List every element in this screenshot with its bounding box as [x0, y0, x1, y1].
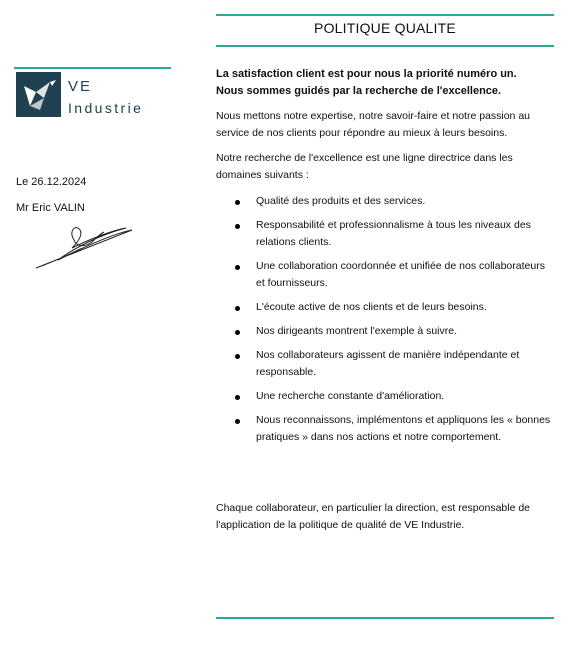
logo — [16, 72, 61, 117]
bullet-icon — [235, 265, 240, 270]
body-block — [216, 108, 552, 453]
bullet-icon — [235, 395, 240, 400]
bullet-icon — [235, 330, 240, 335]
paragraph: Notre recherche de l'excellence est une ligne directrice dans les domaines suivants : — [216, 152, 513, 181]
bullet-icon — [235, 354, 240, 359]
intro-line-1: La satisfaction client est pour nous la priorité numéro un. — [216, 68, 517, 80]
bird-logo-icon — [16, 72, 61, 117]
signatory-name: Mr Eric VALIN — [16, 202, 85, 214]
signature — [22, 218, 140, 272]
bullet-icon — [235, 200, 240, 205]
list-item: Une recherche constante d'amélioration. — [216, 388, 552, 405]
document-date: Le 26.12.2024 — [16, 176, 87, 188]
bullet-icon — [235, 306, 240, 311]
bullet-icon — [235, 224, 240, 229]
list-item: Nos collaborateurs agissent de manière indépendante et responsable. — [216, 347, 552, 381]
list-item: Responsabilité et professionnalisme à tous les niveaux des relations clients. — [216, 217, 552, 251]
paragraph: Nous mettons notre expertise, notre savoir-faire et notre passion au service de nos clients pour répondre au mieux à leurs besoins. — [216, 110, 530, 139]
footer-rule — [216, 617, 554, 619]
logo-text-industrie: Industrie — [68, 100, 144, 116]
bullet-icon — [235, 419, 240, 424]
list-item: L'écoute active de nos clients et de leurs besoins. — [216, 299, 552, 316]
header-bottom-rule — [216, 45, 554, 47]
closing-paragraph: Chaque collaborateur, en particulier la direction, est responsable de l'application de la politique de qualité de VE Industrie. — [216, 502, 531, 531]
list-item: Nos dirigeants montrent l'exemple à suivre. — [216, 323, 552, 340]
logo-top-rule — [14, 67, 171, 69]
policy-list — [216, 193, 552, 446]
intro-line-2: Nous sommes guidés par la recherche de l'excellence. — [216, 85, 502, 97]
list-item: Qualité des produits et des services. — [216, 193, 552, 210]
header-top-rule — [216, 14, 554, 16]
page-title: POLITIQUE QUALITE — [314, 20, 456, 36]
logo-text-ve: VE — [68, 78, 93, 95]
intro-block — [216, 66, 552, 100]
list-item: Une collaboration coordonnée et unifiée de nos collaborateurs et fournisseurs. — [216, 258, 552, 292]
list-item: Nous reconnaissons, implémentons et appliquons les « bonnes pratiques » dans nos actions et notre comportement. — [216, 412, 552, 446]
